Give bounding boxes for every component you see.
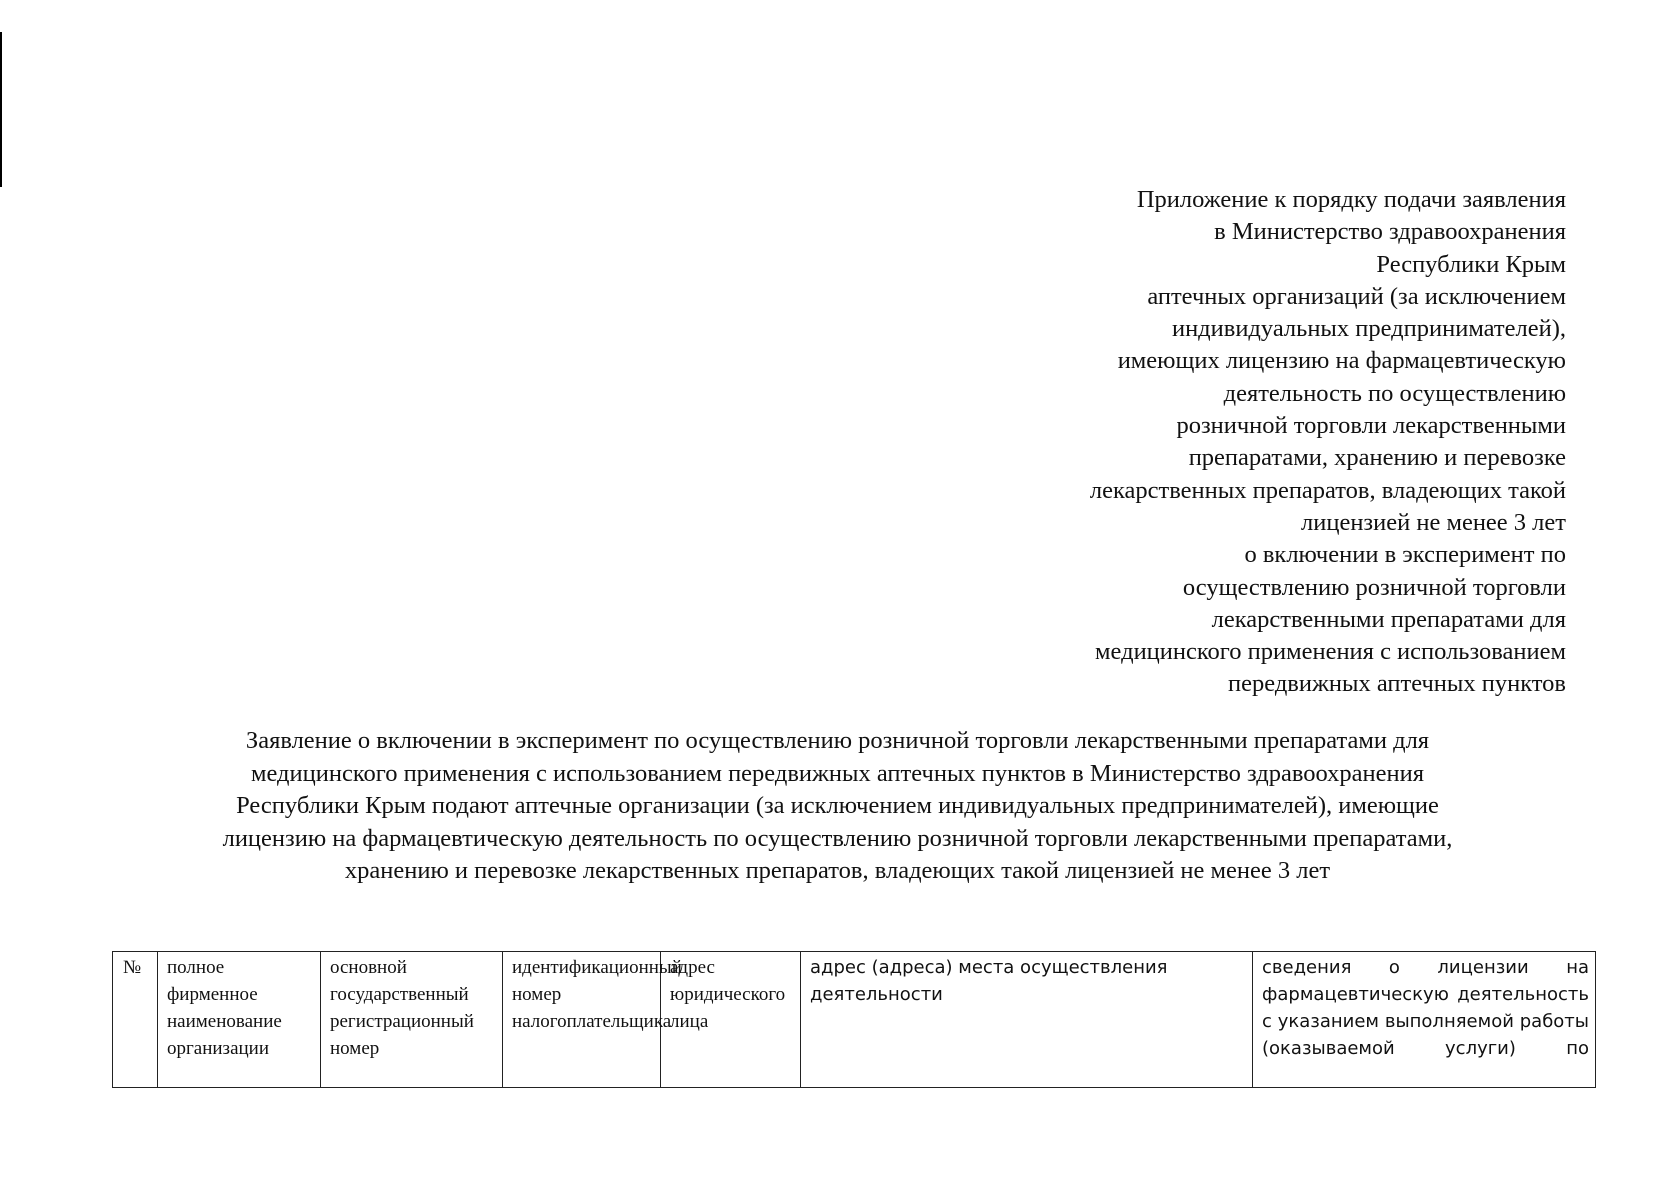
statement-paragraph (120, 725, 1555, 888)
column-header-activity-address (801, 952, 1253, 1088)
appendix-line: имеющих лицензию на фармацевтическую (1117, 347, 1566, 375)
appendix-line: лицензией не менее 3 лет (1301, 508, 1566, 536)
header-text: основной государственный регистрационный номер (330, 957, 474, 1059)
column-header-legal-address (661, 952, 801, 1088)
statement-line: Республики Крым подают аптечные организации (за исключением индивидуальных предпринимателей), имеющие (236, 792, 1439, 819)
appendix-line: лекарственных препаратов, владеющих такой (1089, 476, 1566, 504)
appendix-line: аптечных организаций (за исключением (1147, 282, 1566, 310)
table-header-row (113, 952, 1596, 1088)
appendix-line: осуществлению розничной торговли (1182, 573, 1566, 601)
appendix-line: индивидуальных предпринимателей), (1171, 315, 1566, 343)
appendix-line: лекарственными препаратами для (1211, 605, 1566, 633)
header-text: адрес (адреса) места осуществления деятельности (810, 957, 1168, 1005)
header-text: идентификационный номер налогоплательщика (512, 957, 682, 1032)
appendix-line: передвижных аптечных пунктов (1228, 670, 1566, 698)
header-text: № (123, 957, 142, 978)
column-header-org-name (158, 952, 321, 1088)
appendix-line: розничной торговли лекарственными (1176, 412, 1566, 440)
statement-line: медицинского применения с использованием передвижных аптечных пунктов в Министерство здравоохранения (251, 759, 1424, 787)
appendix-line: препаратами, хранению и перевозке (1188, 444, 1566, 472)
column-header-inn (503, 952, 682, 1088)
appendix-line: Республики Крым (1376, 250, 1566, 278)
appendix-line: Приложение к порядку подачи заявления (1136, 186, 1566, 213)
column-header-number (113, 952, 158, 1088)
column-header-license-info (1253, 952, 1596, 1088)
statement-line: лицензию на фармацевтическую деятельность по осуществлению розничной торговли лекарственными препаратами, (222, 824, 1453, 852)
statement-line: Заявление о включении в эксперимент по осуществлению розничной торговли лекарственными препаратами для (245, 727, 1430, 754)
statement-line: хранению и перевозке лекарственных препаратов, владеющих такой лицензией не менее 3 лет (344, 857, 1331, 884)
appendix-line: медицинского применения с использованием (1095, 638, 1566, 666)
column-header-ogrn (321, 952, 503, 1088)
appendix-line: о включении в эксперимент по (1244, 541, 1566, 569)
application-table (112, 951, 1596, 1088)
header-text: сведения о лицензии на фармацевтическую деятельность с указанием выполняемой работы (оказываемой услуги) по (1262, 957, 1589, 1059)
appendix-heading (1090, 184, 1566, 701)
appendix-line: в Министерство здравоохранения (1214, 218, 1566, 246)
scan-edge-line (0, 32, 2, 187)
appendix-line: деятельность по осуществлению (1223, 379, 1566, 407)
header-text: полное фирменное наименование организации (167, 957, 282, 1059)
header-text: адрес юридического лица (670, 957, 786, 1032)
